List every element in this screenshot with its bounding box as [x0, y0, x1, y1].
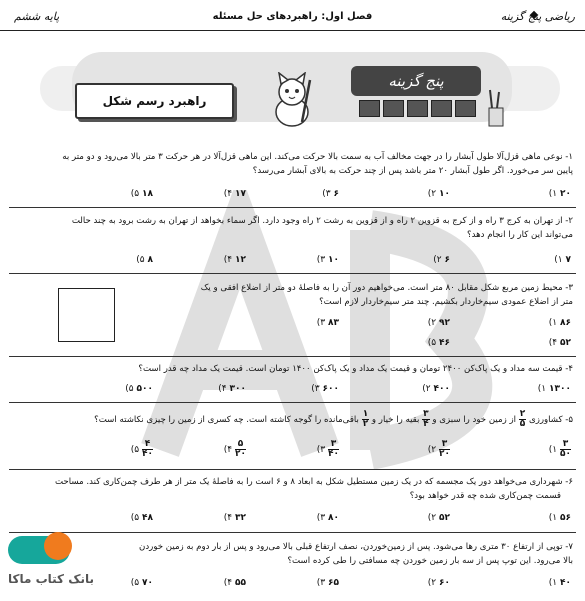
- divider: [9, 273, 576, 274]
- section-banner: [0, 36, 585, 134]
- option[interactable]: ۱۰ ۲): [427, 189, 450, 199]
- option[interactable]: ۳۲ ۴): [223, 513, 246, 523]
- option[interactable]: ۸۰ ۳): [316, 513, 339, 523]
- options-q4: [0, 384, 585, 398]
- fraction: $\frac{۲}{۵}$: [519, 409, 526, 429]
- option[interactable]: ۸۶ ۱): [548, 318, 571, 328]
- fraction: $\frac{۳}{۴}$: [423, 409, 429, 429]
- option[interactable]: ۸۳ ۳): [316, 318, 339, 328]
- option[interactable]: ۱۳۰۰ ۱): [537, 384, 571, 394]
- option[interactable]: ۵۲ ۴): [548, 338, 571, 348]
- option[interactable]: ۸ ۵): [136, 255, 153, 265]
- question-line: ۷- توپی از ارتفاع ۳۰ متری رها می‌شود. پس از زمین‌خوردن، نصف ارتفاع قبلی بالا می‌رود و پس از بار دوم به زمین خوردن: [139, 542, 573, 552]
- option[interactable]: ۵۲ ۲): [427, 513, 450, 523]
- option[interactable]: $\frac{۳}{۴۰}$ ۳): [316, 439, 339, 459]
- question-1: [18, 150, 573, 178]
- option[interactable]: ۴۶ ۵): [427, 338, 450, 348]
- question-7: [113, 540, 573, 568]
- fraction: $\frac{۱}{۲}$: [362, 409, 369, 429]
- option[interactable]: ۹۲ ۲): [427, 318, 450, 328]
- option[interactable]: ۴۰۰ ۲): [422, 384, 450, 394]
- divider: [9, 356, 576, 357]
- question-line: قسمت چمن‌کاری شده چه قدر خواهد بود؟: [409, 491, 561, 501]
- question-line: می‌تواند این کار را انجام دهد؟: [467, 230, 573, 240]
- logo-text: پنج گزینه: [351, 66, 481, 96]
- question-6: [18, 475, 573, 503]
- option[interactable]: ۵۵ ۴): [223, 578, 246, 588]
- cat-mascot-icon: [260, 72, 324, 128]
- option[interactable]: ۷ ۱): [554, 255, 571, 265]
- option[interactable]: $\frac{۴}{۴۰}$ ۵): [130, 439, 153, 459]
- options-q3-row2: [0, 338, 585, 352]
- divider: [9, 207, 576, 208]
- option[interactable]: ۵۶ ۱): [548, 513, 571, 523]
- option[interactable]: ۶۵ ۳): [316, 578, 339, 588]
- grade-label: پایه ششم: [14, 10, 60, 23]
- question-line: ۵- کشاورزی $\frac{۲}{۵}$ از زمین خود را سبزی و $\frac{۳}{۴}$ بقیه را خیار و $\frac{۱}{۲}$ باقی‌مانده را گوجه کاشته است. چه کسری از زمین را چیزی نکاشته است؟: [94, 409, 573, 429]
- logo-boxes: [359, 100, 476, 117]
- option[interactable]: ۱۰ ۳): [316, 255, 339, 265]
- options-q1: [0, 189, 585, 203]
- question-line: ۴- قیمت سه مداد و یک پاک‌کن ۲۴۰۰ تومان و قیمت یک مداد و یک پاک‌کن ۱۴۰۰ تومان است. قیمت یک مداد چه قدر است؟: [138, 364, 573, 374]
- option[interactable]: ۴۰ ۱): [548, 578, 571, 588]
- question-4: [18, 362, 573, 376]
- question-line: پایین سر می‌خورد. اگر طول آبشار ۲۰ متر باشد پس از چند حرکت به بالای آبشار می‌رسد؟: [252, 166, 573, 176]
- option[interactable]: ۶۰ ۲): [427, 578, 450, 588]
- divider: [9, 469, 576, 470]
- option[interactable]: ۶۰۰ ۳): [311, 384, 339, 394]
- question-line: متر از اضلاع عمودی سیم‌خاردار بکشیم. چند متر سیم‌خاردار لازم است؟: [319, 297, 573, 307]
- option[interactable]: ۱۷ ۴): [223, 189, 246, 199]
- page-header: [0, 8, 585, 31]
- option[interactable]: $\frac{۳}{۵۰}$ ۱): [548, 439, 571, 459]
- options-q6: [0, 513, 585, 527]
- pencil-cup-icon: [487, 88, 505, 128]
- brand-dot-icon: [44, 532, 72, 560]
- option[interactable]: ۶ ۲): [433, 255, 450, 265]
- question-line: ۶- شهرداری می‌خواهد دور یک مجسمه که در یک زمین مستطیل شکل به ابعاد ۸ و ۶ است را به فاصلهٔ یک متر از هر طرف چمن‌کاری کند. مساحت: [54, 477, 573, 487]
- options-q3-row1: [0, 318, 585, 332]
- question-line: ۲- از تهران به کرج ۳ راه و از کرج به قزوین ۲ راه و از قزوین به رشت ۲ راه وجود دارد. اگر سماء بخواهد از تهران به رشت برود به چند حالت: [71, 216, 573, 226]
- option[interactable]: ۵۰۰ ۵): [125, 384, 153, 394]
- question-2: [18, 214, 573, 242]
- option[interactable]: $\frac{۳}{۲۰}$ ۲): [427, 439, 450, 459]
- square-figure: [58, 288, 115, 342]
- option[interactable]: ۶ ۳): [322, 189, 339, 199]
- option[interactable]: ۷۰ ۵): [130, 578, 153, 588]
- option[interactable]: ۲۰ ۱): [548, 189, 571, 199]
- question-line: ۱- نوعی ماهی قزل‌آلا طول آبشار را در جهت مخالف آب به سمت بالا حرکت می‌کند. این ماهی قزل‌آلا در هر حرکت ۳ متر بالا می‌رود و دو متر به: [62, 152, 573, 162]
- options-q5: [0, 440, 585, 464]
- chapter-title: فصل اول: راهبردهای حل مسئله: [212, 11, 373, 22]
- option[interactable]: $\frac{۵}{۲۰}$ ۴): [223, 439, 246, 459]
- brand-name: بانک کتاب ماکا: [8, 572, 95, 586]
- question-5: [18, 410, 573, 430]
- question-3: [153, 281, 573, 309]
- option[interactable]: ۴۸ ۵): [130, 513, 153, 523]
- divider: [9, 402, 576, 403]
- publisher-logo: [351, 66, 481, 124]
- option[interactable]: ۳۰۰ ۴): [218, 384, 246, 394]
- option[interactable]: ۱۸ ۵): [130, 189, 153, 199]
- book-title: ریاضی پنج گزینه: [500, 10, 575, 23]
- section-title: راهبرد رسم شکل: [75, 83, 234, 119]
- question-line: ۳- محیط زمین مربع شکل مقابل ۸۰ متر است. می‌خواهیم دور آن را به فاصلهٔ دو متر از اضلاع افقی و یک: [200, 283, 573, 293]
- options-q2: [0, 255, 585, 269]
- option[interactable]: ۱۲ ۴): [223, 255, 246, 265]
- question-line: بالا می‌رود. این توپ پس از سه بار زمین خوردن چه مسافتی را طی کرده است؟: [287, 556, 573, 566]
- brand-logo: [0, 528, 130, 598]
